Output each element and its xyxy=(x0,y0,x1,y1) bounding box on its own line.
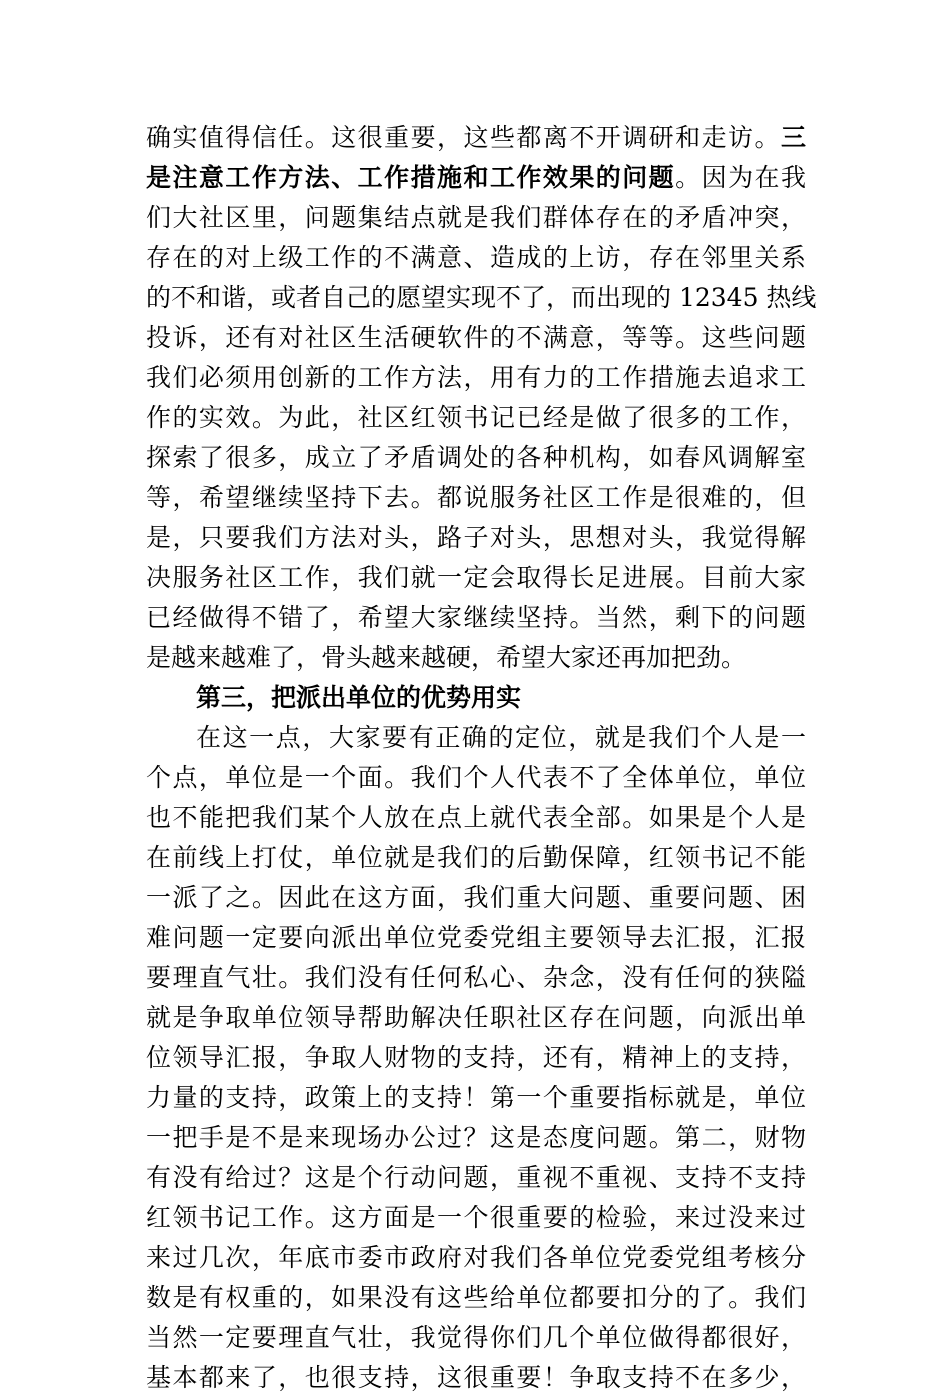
paragraph-line: 位领导汇报，争取人财物的支持，还有，精神上的支持， xyxy=(146,1043,806,1072)
paragraph-line: 数是有权重的，如果没有这些给单位都要扣分的了。我们 xyxy=(146,1283,806,1312)
paragraph-line: 们大社区里，问题集结点就是我们群体存在的矛盾冲突， xyxy=(146,203,806,232)
paragraph-line: 是，只要我们方法对头，路子对头，思想对头，我觉得解 xyxy=(146,523,806,552)
paragraph-line: 要理直气壮。我们没有任何私心、杂念，没有任何的狭隘 xyxy=(146,963,806,992)
section-heading: 第三，把派出单位的优势用实 xyxy=(196,683,522,712)
paragraph-line: 也不能把我们某个人放在点上就代表全部。如果是个人是 xyxy=(146,803,806,832)
paragraph-line: 我们必须用创新的工作方法，用有力的工作措施去追求工 xyxy=(146,363,806,392)
paragraph-line: 来过几次，年底市委市政府对我们各单位党委党组考核分 xyxy=(146,1243,806,1272)
paragraph-line: 当然一定要理直气壮，我觉得你们几个单位做得都很好， xyxy=(146,1323,806,1352)
paragraph-line: 是越来越难了，骨头越来越硬，希望大家还再加把劲。 xyxy=(146,643,747,672)
emphasis-text: 是注意工作方法、工作措施和工作效果的问题 xyxy=(146,163,676,192)
paragraph-line: 在这一点，大家要有正确的定位，就是我们个人是一 xyxy=(196,723,806,752)
paragraph-line: 个点，单位是一个面。我们个人代表不了全体单位，单位 xyxy=(146,763,806,792)
paragraph-line xyxy=(146,158,806,198)
paragraph-line: 投诉，还有对社区生活硬软件的不满意，等等。这些问题 xyxy=(146,323,806,352)
paragraph-line: 等，希望继续坚持下去。都说服务社区工作是很难的，但 xyxy=(146,483,806,512)
paragraph-line: 探索了很多，成立了矛盾调处的各种机构，如春风调解室 xyxy=(146,443,806,472)
paragraph-line: 存在的对上级工作的不满意、造成的上访，存在邻里关系 xyxy=(146,243,806,272)
paragraph-line: 力量的支持，政策上的支持！第一个重要指标就是，单位 xyxy=(146,1083,806,1112)
paragraph-line: 决服务社区工作，我们就一定会取得长足进展。目前大家 xyxy=(146,563,806,592)
paragraph-line: 作的实效。为此，社区红领书记已经是做了很多的工作， xyxy=(146,403,806,432)
paragraph-line: 在前线上打仗，单位就是我们的后勤保障，红领书记不能 xyxy=(146,843,806,872)
paragraph-line: 就是争取单位领导帮助解决任职社区存在问题，向派出单 xyxy=(146,1003,806,1032)
paragraph-line: 难问题一定要向派出单位党委党组主要领导去汇报，汇报 xyxy=(146,923,806,952)
document-body xyxy=(146,118,817,1398)
text-run: 。因为在我 xyxy=(675,163,806,192)
emphasis-text: 三 xyxy=(780,123,806,152)
paragraph-line: 红领书记工作。这方面是一个很重要的检验，来过没来过 xyxy=(146,1203,806,1232)
text-run: 确实值得信任。这很重要，这些都离不开调研和走访。 xyxy=(146,123,781,152)
paragraph-line: 基本都来了，也很支持，这很重要！争取支持不在多少， xyxy=(146,1363,806,1392)
paragraph-line: 一把手是不是来现场办公过？这是态度问题。第二，财物 xyxy=(146,1123,806,1152)
paragraph-line: 一派了之。因此在这方面，我们重大问题、重要问题、困 xyxy=(146,883,806,912)
paragraph-line: 有没有给过？这是个行动问题，重视不重视、支持不支持 xyxy=(146,1163,806,1192)
paragraph-line: 已经做得不错了，希望大家继续坚持。当然，剩下的问题 xyxy=(146,603,806,632)
paragraph-line: 的不和谐，或者自己的愿望实现不了，而出现的 12345 热线 xyxy=(146,283,817,312)
paragraph-line xyxy=(146,118,806,158)
